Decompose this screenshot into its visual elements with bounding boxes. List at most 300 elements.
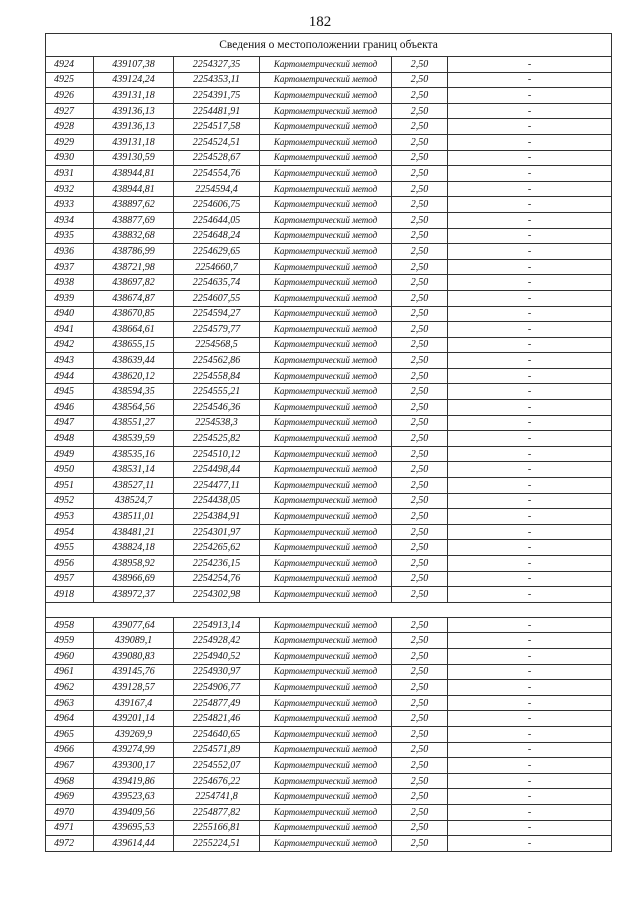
x-coordinate-cell: 438944,81: [94, 166, 174, 182]
point-number-cell: 4969: [46, 789, 94, 805]
y-coordinate-cell: 2254477,11: [174, 478, 260, 494]
y-coordinate-cell: 2254538,3: [174, 415, 260, 431]
x-coordinate-cell: 438670,85: [94, 306, 174, 322]
point-number-cell: 4933: [46, 197, 94, 213]
description-cell: -: [448, 648, 612, 664]
y-coordinate-cell: 2254594,27: [174, 306, 260, 322]
x-coordinate-cell: 438824,18: [94, 540, 174, 556]
x-coordinate-cell: 439080,83: [94, 648, 174, 664]
x-coordinate-cell: 439201,14: [94, 711, 174, 727]
point-number-cell: 4966: [46, 742, 94, 758]
method-cell: Картометрический метод: [260, 478, 392, 494]
table-row: [46, 633, 612, 649]
point-number-cell: 4960: [46, 648, 94, 664]
table-row: [46, 57, 612, 73]
y-coordinate-cell: 2254562,86: [174, 353, 260, 369]
description-cell: -: [448, 493, 612, 509]
method-cell: Картометрический метод: [260, 446, 392, 462]
table-row: [46, 617, 612, 633]
accuracy-cell: 2,50: [392, 493, 448, 509]
description-cell: -: [448, 664, 612, 680]
description-cell: -: [448, 197, 612, 213]
accuracy-cell: 2,50: [392, 275, 448, 291]
y-coordinate-cell: 2254913,14: [174, 617, 260, 633]
method-cell: Картометрический метод: [260, 664, 392, 680]
accuracy-cell: 2,50: [392, 322, 448, 338]
y-coordinate-cell: 2254606,75: [174, 197, 260, 213]
description-cell: -: [448, 259, 612, 275]
table-row: [46, 789, 612, 805]
point-number-cell: 4950: [46, 462, 94, 478]
point-number-cell: 4959: [46, 633, 94, 649]
method-cell: Картометрический метод: [260, 134, 392, 150]
point-number-cell: 4927: [46, 103, 94, 119]
method-cell: Картометрический метод: [260, 571, 392, 587]
accuracy-cell: 2,50: [392, 633, 448, 649]
y-coordinate-cell: 2255224,51: [174, 836, 260, 852]
y-coordinate-cell: 2254481,91: [174, 103, 260, 119]
x-coordinate-cell: 439269,9: [94, 726, 174, 742]
table-row: [46, 758, 612, 774]
accuracy-cell: 2,50: [392, 462, 448, 478]
description-cell: -: [448, 680, 612, 696]
table-row: [46, 446, 612, 462]
point-number-cell: 4944: [46, 368, 94, 384]
y-coordinate-cell: 2254236,15: [174, 556, 260, 572]
y-coordinate-cell: 2254384,91: [174, 509, 260, 525]
method-cell: Картометрический метод: [260, 742, 392, 758]
method-cell: Картометрический метод: [260, 804, 392, 820]
point-number-cell: 4931: [46, 166, 94, 182]
table-header: Сведения о местоположении границ объекта: [46, 34, 612, 57]
y-coordinate-cell: 2254877,49: [174, 695, 260, 711]
point-number-cell: 4939: [46, 290, 94, 306]
description-cell: -: [448, 524, 612, 540]
description-cell: -: [448, 446, 612, 462]
x-coordinate-cell: 438531,14: [94, 462, 174, 478]
point-number-cell: 4930: [46, 150, 94, 166]
method-cell: Картометрический метод: [260, 57, 392, 73]
table-row: [46, 259, 612, 275]
table-row: [46, 212, 612, 228]
accuracy-cell: 2,50: [392, 228, 448, 244]
accuracy-cell: 2,50: [392, 181, 448, 197]
y-coordinate-cell: 2254906,77: [174, 680, 260, 696]
y-coordinate-cell: 2254525,82: [174, 431, 260, 447]
table-row: [46, 322, 612, 338]
accuracy-cell: 2,50: [392, 134, 448, 150]
y-coordinate-cell: 2254940,52: [174, 648, 260, 664]
point-number-cell: 4941: [46, 322, 94, 338]
description-cell: -: [448, 119, 612, 135]
point-number-cell: 4928: [46, 119, 94, 135]
x-coordinate-cell: 438721,98: [94, 259, 174, 275]
method-cell: Картометрический метод: [260, 228, 392, 244]
y-coordinate-cell: 2254629,65: [174, 244, 260, 260]
table-row: [46, 72, 612, 88]
description-cell: -: [448, 72, 612, 88]
x-coordinate-cell: 438897,62: [94, 197, 174, 213]
x-coordinate-cell: 439695,53: [94, 820, 174, 836]
table-row: [46, 290, 612, 306]
method-cell: Картометрический метод: [260, 119, 392, 135]
point-number-cell: 4938: [46, 275, 94, 291]
accuracy-cell: 2,50: [392, 571, 448, 587]
x-coordinate-cell: 438786,99: [94, 244, 174, 260]
x-coordinate-cell: 439136,13: [94, 119, 174, 135]
description-cell: -: [448, 228, 612, 244]
point-number-cell: 4955: [46, 540, 94, 556]
description-cell: -: [448, 758, 612, 774]
description-cell: -: [448, 306, 612, 322]
point-number-cell: 4971: [46, 820, 94, 836]
method-cell: Картометрический метод: [260, 337, 392, 353]
point-number-cell: 4953: [46, 509, 94, 525]
accuracy-cell: 2,50: [392, 431, 448, 447]
description-cell: -: [448, 181, 612, 197]
point-number-cell: 4934: [46, 212, 94, 228]
point-number-cell: 4926: [46, 88, 94, 104]
y-coordinate-cell: 2254555,21: [174, 384, 260, 400]
description-cell: -: [448, 88, 612, 104]
method-cell: Картометрический метод: [260, 462, 392, 478]
point-number-cell: 4967: [46, 758, 94, 774]
point-number-cell: 4947: [46, 415, 94, 431]
description-cell: -: [448, 134, 612, 150]
y-coordinate-cell: 2255166,81: [174, 820, 260, 836]
description-cell: -: [448, 509, 612, 525]
point-number-cell: 4970: [46, 804, 94, 820]
method-cell: Картометрический метод: [260, 306, 392, 322]
method-cell: Картометрический метод: [260, 103, 392, 119]
x-coordinate-cell: 438832,68: [94, 228, 174, 244]
y-coordinate-cell: 2254644,05: [174, 212, 260, 228]
table-row: [46, 415, 612, 431]
accuracy-cell: 2,50: [392, 540, 448, 556]
x-coordinate-cell: 439167,4: [94, 695, 174, 711]
table-row: [46, 306, 612, 322]
point-number-cell: 4964: [46, 711, 94, 727]
point-number-cell: 4925: [46, 72, 94, 88]
point-number-cell: 4951: [46, 478, 94, 494]
point-number-cell: 4946: [46, 400, 94, 416]
table-row: [46, 353, 612, 369]
table-row: [46, 181, 612, 197]
method-cell: Картометрический метод: [260, 509, 392, 525]
table-header-row: [46, 34, 612, 57]
accuracy-cell: 2,50: [392, 726, 448, 742]
x-coordinate-cell: 438594,35: [94, 384, 174, 400]
point-number-cell: 4935: [46, 228, 94, 244]
point-number-cell: 4957: [46, 571, 94, 587]
accuracy-cell: 2,50: [392, 587, 448, 603]
accuracy-cell: 2,50: [392, 212, 448, 228]
y-coordinate-cell: 2254391,75: [174, 88, 260, 104]
x-coordinate-cell: 439131,18: [94, 134, 174, 150]
y-coordinate-cell: 2254546,36: [174, 400, 260, 416]
y-coordinate-cell: 2254635,74: [174, 275, 260, 291]
y-coordinate-cell: 2254438,05: [174, 493, 260, 509]
x-coordinate-cell: 439419,86: [94, 773, 174, 789]
description-cell: -: [448, 836, 612, 852]
description-cell: -: [448, 789, 612, 805]
method-cell: Картометрический метод: [260, 212, 392, 228]
y-coordinate-cell: 2254676,22: [174, 773, 260, 789]
method-cell: Картометрический метод: [260, 556, 392, 572]
table-row: [46, 695, 612, 711]
accuracy-cell: 2,50: [392, 695, 448, 711]
method-cell: Картометрический метод: [260, 587, 392, 603]
point-number-cell: 4949: [46, 446, 94, 462]
x-coordinate-cell: 438966,69: [94, 571, 174, 587]
y-coordinate-cell: 2254265,62: [174, 540, 260, 556]
accuracy-cell: 2,50: [392, 337, 448, 353]
y-coordinate-cell: 2254607,55: [174, 290, 260, 306]
accuracy-cell: 2,50: [392, 742, 448, 758]
accuracy-cell: 2,50: [392, 556, 448, 572]
x-coordinate-cell: 438481,21: [94, 524, 174, 540]
y-coordinate-cell: 2254353,11: [174, 72, 260, 88]
description-cell: -: [448, 804, 612, 820]
x-coordinate-cell: 438620,12: [94, 368, 174, 384]
method-cell: Картометрический метод: [260, 758, 392, 774]
x-coordinate-cell: 438539,59: [94, 431, 174, 447]
description-cell: -: [448, 617, 612, 633]
table-row: [46, 244, 612, 260]
y-coordinate-cell: 2254327,35: [174, 57, 260, 73]
table-row: [46, 337, 612, 353]
method-cell: Картометрический метод: [260, 540, 392, 556]
accuracy-cell: 2,50: [392, 773, 448, 789]
point-number-cell: 4924: [46, 57, 94, 73]
method-cell: Картометрический метод: [260, 789, 392, 805]
description-cell: -: [448, 275, 612, 291]
x-coordinate-cell: 438674,87: [94, 290, 174, 306]
description-cell: -: [448, 571, 612, 587]
x-coordinate-cell: 438524,7: [94, 493, 174, 509]
x-coordinate-cell: 439614,44: [94, 836, 174, 852]
y-coordinate-cell: 2254928,42: [174, 633, 260, 649]
method-cell: Картометрический метод: [260, 150, 392, 166]
description-cell: -: [448, 103, 612, 119]
point-number-cell: 4945: [46, 384, 94, 400]
description-cell: -: [448, 337, 612, 353]
accuracy-cell: 2,50: [392, 836, 448, 852]
accuracy-cell: 2,50: [392, 306, 448, 322]
point-number-cell: 4918: [46, 587, 94, 603]
accuracy-cell: 2,50: [392, 57, 448, 73]
accuracy-cell: 2,50: [392, 711, 448, 727]
point-number-cell: 4968: [46, 773, 94, 789]
x-coordinate-cell: 439145,76: [94, 664, 174, 680]
boundary-coordinates-table: [45, 33, 612, 852]
x-coordinate-cell: 438877,69: [94, 212, 174, 228]
method-cell: Картометрический метод: [260, 648, 392, 664]
accuracy-cell: 2,50: [392, 166, 448, 182]
x-coordinate-cell: 438564,56: [94, 400, 174, 416]
description-cell: -: [448, 368, 612, 384]
y-coordinate-cell: 2254660,7: [174, 259, 260, 275]
description-cell: -: [448, 556, 612, 572]
y-coordinate-cell: 2254648,24: [174, 228, 260, 244]
y-coordinate-cell: 2254594,4: [174, 181, 260, 197]
y-coordinate-cell: 2254498,44: [174, 462, 260, 478]
x-coordinate-cell: 439131,18: [94, 88, 174, 104]
table-row: [46, 509, 612, 525]
y-coordinate-cell: 2254517,58: [174, 119, 260, 135]
table-row: [46, 820, 612, 836]
table-row: [46, 166, 612, 182]
x-coordinate-cell: 438511,01: [94, 509, 174, 525]
table-row: [46, 571, 612, 587]
accuracy-cell: 2,50: [392, 290, 448, 306]
method-cell: Картометрический метод: [260, 711, 392, 727]
table-row: [46, 804, 612, 820]
x-coordinate-cell: 439523,63: [94, 789, 174, 805]
description-cell: -: [448, 587, 612, 603]
description-cell: -: [448, 57, 612, 73]
method-cell: Картометрический метод: [260, 431, 392, 447]
x-coordinate-cell: 438655,15: [94, 337, 174, 353]
accuracy-cell: 2,50: [392, 648, 448, 664]
accuracy-cell: 2,50: [392, 664, 448, 680]
point-number-cell: 4942: [46, 337, 94, 353]
y-coordinate-cell: 2254877,82: [174, 804, 260, 820]
y-coordinate-cell: 2254554,76: [174, 166, 260, 182]
description-cell: -: [448, 773, 612, 789]
table-row: [46, 134, 612, 150]
x-coordinate-cell: 438972,37: [94, 587, 174, 603]
table-row: [46, 431, 612, 447]
method-cell: Картометрический метод: [260, 695, 392, 711]
accuracy-cell: 2,50: [392, 197, 448, 213]
point-number-cell: 4965: [46, 726, 94, 742]
y-coordinate-cell: 2254579,77: [174, 322, 260, 338]
x-coordinate-cell: 439128,57: [94, 680, 174, 696]
x-coordinate-cell: 438697,82: [94, 275, 174, 291]
description-cell: -: [448, 166, 612, 182]
description-cell: -: [448, 462, 612, 478]
table-row: [46, 773, 612, 789]
table-separator-row: [46, 602, 612, 617]
x-coordinate-cell: 438664,61: [94, 322, 174, 338]
description-cell: -: [448, 244, 612, 260]
description-cell: -: [448, 384, 612, 400]
method-cell: Картометрический метод: [260, 88, 392, 104]
accuracy-cell: 2,50: [392, 88, 448, 104]
table-row: [46, 275, 612, 291]
point-number-cell: 4937: [46, 259, 94, 275]
x-coordinate-cell: 438958,92: [94, 556, 174, 572]
method-cell: Картометрический метод: [260, 773, 392, 789]
table-row: [46, 680, 612, 696]
description-cell: -: [448, 290, 612, 306]
point-number-cell: 4963: [46, 695, 94, 711]
point-number-cell: 4961: [46, 664, 94, 680]
table-row: [46, 493, 612, 509]
point-number-cell: 4936: [46, 244, 94, 260]
accuracy-cell: 2,50: [392, 384, 448, 400]
method-cell: Картометрический метод: [260, 400, 392, 416]
x-coordinate-cell: 439077,64: [94, 617, 174, 633]
description-cell: -: [448, 353, 612, 369]
y-coordinate-cell: 2254930,97: [174, 664, 260, 680]
description-cell: -: [448, 695, 612, 711]
table-row: [46, 119, 612, 135]
y-coordinate-cell: 2254568,5: [174, 337, 260, 353]
table-row: [46, 587, 612, 603]
x-coordinate-cell: 438527,11: [94, 478, 174, 494]
method-cell: Картометрический метод: [260, 680, 392, 696]
point-number-cell: 4943: [46, 353, 94, 369]
accuracy-cell: 2,50: [392, 758, 448, 774]
point-number-cell: 4962: [46, 680, 94, 696]
accuracy-cell: 2,50: [392, 259, 448, 275]
table-row: [46, 711, 612, 727]
table-row: [46, 726, 612, 742]
accuracy-cell: 2,50: [392, 509, 448, 525]
method-cell: Картометрический метод: [260, 72, 392, 88]
accuracy-cell: 2,50: [392, 680, 448, 696]
y-coordinate-cell: 2254558,84: [174, 368, 260, 384]
accuracy-cell: 2,50: [392, 524, 448, 540]
page-number: 182: [308, 14, 332, 30]
table-row: [46, 524, 612, 540]
accuracy-cell: 2,50: [392, 804, 448, 820]
method-cell: Картометрический метод: [260, 415, 392, 431]
description-cell: -: [448, 742, 612, 758]
point-number-cell: 4972: [46, 836, 94, 852]
table-row: [46, 88, 612, 104]
method-cell: Картометрический метод: [260, 820, 392, 836]
point-number-cell: 4954: [46, 524, 94, 540]
y-coordinate-cell: 2254524,51: [174, 134, 260, 150]
description-cell: -: [448, 633, 612, 649]
accuracy-cell: 2,50: [392, 400, 448, 416]
method-cell: Картометрический метод: [260, 617, 392, 633]
accuracy-cell: 2,50: [392, 820, 448, 836]
table-row: [46, 228, 612, 244]
x-coordinate-cell: 439107,38: [94, 57, 174, 73]
table-row: [46, 197, 612, 213]
x-coordinate-cell: 439089,1: [94, 633, 174, 649]
description-cell: -: [448, 415, 612, 431]
method-cell: Картометрический метод: [260, 166, 392, 182]
point-number-cell: 4932: [46, 181, 94, 197]
description-cell: -: [448, 400, 612, 416]
table-row: [46, 664, 612, 680]
table-row: [46, 836, 612, 852]
method-cell: Картометрический метод: [260, 726, 392, 742]
method-cell: Картометрический метод: [260, 493, 392, 509]
y-coordinate-cell: 2254552,07: [174, 758, 260, 774]
method-cell: Картометрический метод: [260, 368, 392, 384]
x-coordinate-cell: 439274,99: [94, 742, 174, 758]
accuracy-cell: 2,50: [392, 478, 448, 494]
y-coordinate-cell: 2254640,65: [174, 726, 260, 742]
point-number-cell: 4940: [46, 306, 94, 322]
point-number-cell: 4929: [46, 134, 94, 150]
y-coordinate-cell: 2254571,89: [174, 742, 260, 758]
point-number-cell: 4948: [46, 431, 94, 447]
x-coordinate-cell: 439409,56: [94, 804, 174, 820]
accuracy-cell: 2,50: [392, 119, 448, 135]
x-coordinate-cell: 439124,24: [94, 72, 174, 88]
accuracy-cell: 2,50: [392, 103, 448, 119]
x-coordinate-cell: 438551,27: [94, 415, 174, 431]
method-cell: Картометрический метод: [260, 524, 392, 540]
y-coordinate-cell: 2254821,46: [174, 711, 260, 727]
